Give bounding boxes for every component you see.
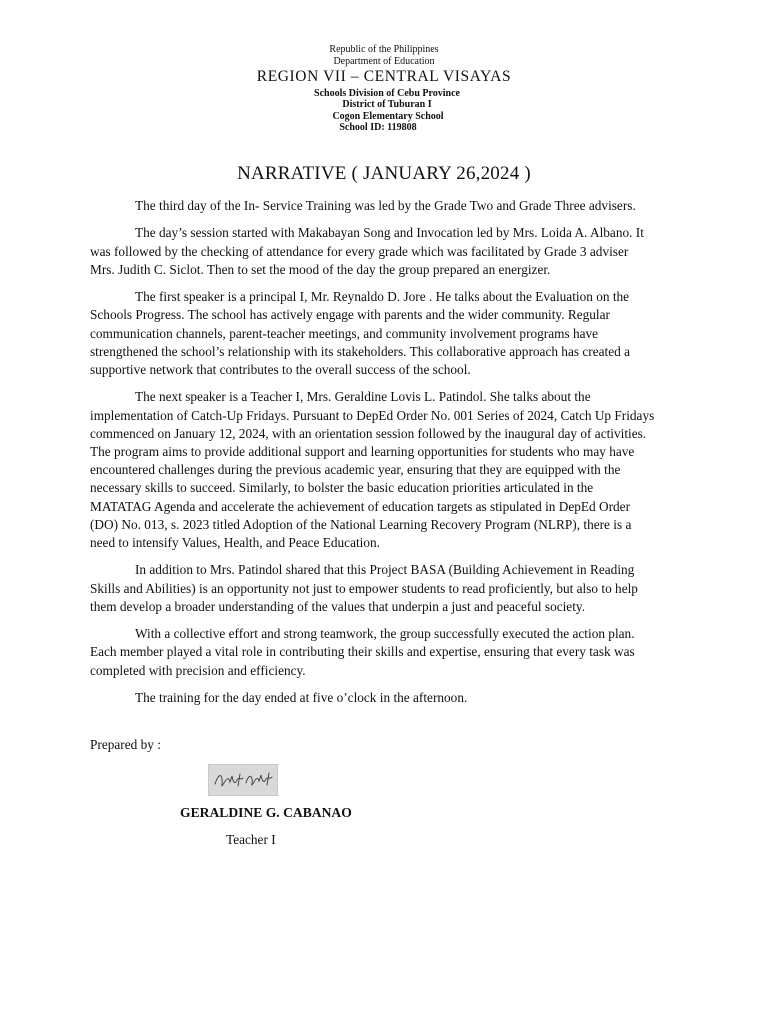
letterhead-district: District of Tuburan I [342, 99, 432, 111]
paragraph-2: The day’s session started with Makabayan Song and Invocation led by Mrs. Loida A. Albano. It was followed by the checking of attendance for every grade which was facilitated by Grade 3 adviser Mrs. Judith C. Siclot. Then to set the mood of the day the group prepared an energizer. [90, 225, 644, 277]
letterhead-country: Republic of the Philippines [329, 44, 439, 55]
paragraph-3: The first speaker is a principal I, Mr. Reynaldo D. Jore . He talks about the Evaluation on the Schools Progress. The school has actively engage with parents and the wider community. Regular communication channels, parent-teacher meetings, and community involvement programs have strengthened the school’s relationship with its stakeholders. This collaborative approach has created a supportive network that contributes to the overall success of the school. [90, 289, 630, 377]
letterhead-department: Department of Education [333, 55, 435, 67]
letterhead-region: REGION VII – CENTRAL VISAYAS [256, 68, 512, 85]
signature-block [90, 737, 590, 847]
prepared-by-label: Prepared by : [90, 737, 161, 752]
narrative-body [90, 197, 656, 716]
document-title: NARRATIVE ( JANUARY 26,2024 ) [237, 163, 531, 184]
paragraph-4: The next speaker is a Teacher I, Mrs. Geraldine Lovis L. Patindol. She talks about the implementation of Catch-Up Fridays. Pursuant to DepEd Order No. 001 Series of 2024, Catch Up Fridays commenced on January 12, 2024, with an orientation session followed by the inaugural day of activities. The program aims to provide additional support and learning opportunities for students who may have encountered challenges during the previous academic year, ensuring that they are equipped with the necessary skills to succeed. Similarly, to bolster the basic education priorities articulated in the MATATAG Agenda and accelerate the achievement of education targets as stipulated in DepEd Order (DO) No. 013, s. 2023 titled Adoption of the National Learning Recovery Program (NLRP), there is a need to intensify Values, Health, and Peace Education. [90, 389, 655, 551]
paragraph-7: The training for the day ended at five o’clock in the afternoon. [135, 690, 468, 705]
signature-scribble [209, 765, 277, 795]
letterhead-division: Schools Division of Cebu Province [314, 87, 460, 99]
paragraph-5: In addition to Mrs. Patindol shared that this Project BASA (Building Achievement in Reading Skills and Abilities) is an opportunity not just to empower students to read proficiently, but also to help them develop a broader understanding of the values that underpin a just and peaceful society. [90, 562, 638, 614]
signer-position: Teacher I [226, 832, 276, 847]
handwritten-signature [208, 764, 278, 796]
letterhead-school-id: School ID: 119808 [339, 122, 417, 134]
paragraph-1: The third day of the In- Service Training was led by the Grade Two and Grade Three advisers. [135, 198, 636, 213]
letterhead-school: Cogon Elementary School [332, 110, 444, 122]
signer-name: GERALDINE G. CABANAO [180, 805, 352, 820]
letterhead [0, 44, 768, 134]
paragraph-6: With a collective effort and strong teamwork, the group successfully executed the action plan. Each member played a vital role in contributing their skills and expertise, ensuring that every task was completed with precision and efficiency. [90, 626, 635, 678]
